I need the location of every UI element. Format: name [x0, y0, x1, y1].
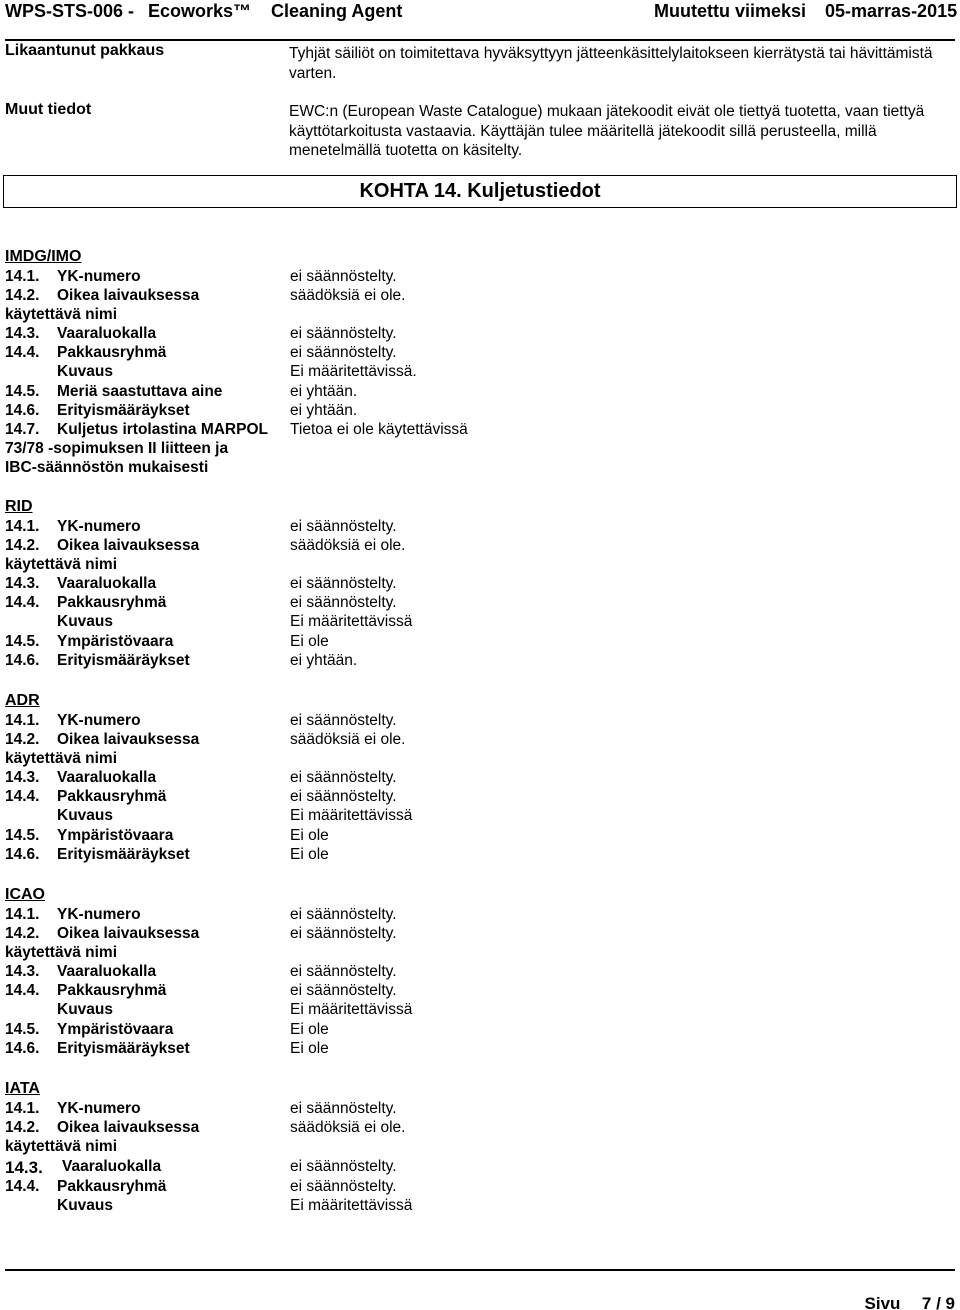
imdg-row-marine-pollutant — [5, 383, 955, 402]
row-label: Pakkausryhmä — [57, 982, 167, 999]
row-label: Erityismääräykset — [57, 846, 190, 863]
icao-row-shipping-name — [5, 925, 955, 944]
row-value: Tietoa ei ole käytettävissä — [290, 421, 468, 438]
rid-row-special-provisions — [5, 652, 955, 671]
row-number: 14.6. — [5, 652, 40, 669]
row-value: ei säännöstelty. — [290, 1158, 397, 1175]
icao-row-environmental-hazard — [5, 1021, 955, 1040]
row-label: Kuljetus irtolastina MARPOL — [57, 421, 268, 438]
revised-date: 05-marras-2015 — [825, 1, 958, 21]
rid-row-shipping-name — [5, 537, 955, 556]
row-label: Erityismääräykset — [57, 402, 190, 419]
brand-name: Ecoworks™ — [148, 1, 252, 21]
row-number: 14.2. — [5, 287, 40, 304]
other-info-label: Muut tiedot — [5, 101, 92, 118]
adr-row-hazard-class — [5, 769, 955, 788]
adr-row-packing-group — [5, 788, 955, 807]
rid-row-un-number — [5, 518, 955, 537]
row-number: 14.3. — [5, 963, 40, 980]
adr-shipping-name-cont: käytettävä nimi — [5, 750, 117, 767]
row-number: 14.3. — [5, 575, 40, 592]
row-value: ei yhtään. — [290, 383, 358, 400]
contaminated-packaging-label: Likaantunut pakkaus — [5, 42, 165, 59]
row-label: Pakkausryhmä — [57, 594, 167, 611]
other-info-text: EWC:n (European Waste Catalogue) mukaan jätekoodit eivät ole tiettyä tuotetta, vaan tiettyä käyttötarkoitusta vastaavia. Käyttäjän tulee määritellä jätekoodit sillä perusteella, millä menetelmällä tuotetta on käsitelty. — [289, 103, 925, 159]
icao-heading: ICAO — [5, 886, 45, 903]
row-number: 14.2. — [5, 925, 40, 942]
row-number: 14.1. — [5, 906, 40, 923]
row-value: Ei ole — [290, 1040, 329, 1057]
row-label: Ympäristövaara — [57, 633, 174, 650]
row-label: Ympäristövaara — [57, 827, 174, 844]
row-number: 14.6. — [5, 402, 40, 419]
imdg-bulk-transport-cont-2: IBC-säännöstön mukaisesti — [5, 459, 209, 476]
section-header-box — [3, 175, 957, 208]
row-number: 14.5. — [5, 1021, 40, 1038]
adr-heading: ADR — [5, 692, 40, 709]
row-value: ei säännöstelty. — [290, 963, 397, 980]
imdg-row-shipping-name — [5, 287, 955, 306]
row-number: 14.5. — [5, 827, 40, 844]
rid-row-hazard-class — [5, 575, 955, 594]
row-value: ei säännöstelty. — [290, 518, 397, 535]
row-number: 14.4. — [5, 982, 40, 999]
row-label: Erityismääräykset — [57, 652, 190, 669]
row-number: 14.3. — [5, 325, 40, 342]
imdg-row-packing-group — [5, 344, 955, 363]
row-value: ei säännöstelty. — [290, 1100, 397, 1117]
header-divider — [5, 39, 955, 41]
row-label: Vaaraluokalla — [62, 1158, 162, 1175]
row-value: ei säännöstelty. — [290, 344, 397, 361]
row-value: Ei ole — [290, 827, 329, 844]
row-value: ei säännöstelty. — [290, 1178, 397, 1195]
icao-description-label: Kuvaus — [57, 1001, 113, 1018]
adr-row-environmental-hazard — [5, 827, 955, 846]
doc-id: WPS-STS-006 - — [5, 1, 135, 21]
iata-description-value: Ei määritettävissä — [290, 1197, 413, 1214]
row-value: säädöksiä ei ole. — [290, 1119, 406, 1136]
row-number: 14.6. — [5, 1040, 40, 1057]
row-value: ei säännöstelty. — [290, 982, 397, 999]
row-label: Vaaraluokalla — [57, 769, 157, 786]
row-label: Oikea laivauksessa — [57, 1119, 200, 1136]
row-label: Oikea laivauksessa — [57, 731, 200, 748]
page-number: 7 / 9 — [921, 1294, 955, 1310]
row-label: Erityismääräykset — [57, 1040, 190, 1057]
revised-label: Muutettu viimeksi — [654, 1, 807, 21]
row-number: 14.2. — [5, 537, 40, 554]
footer-divider — [5, 1269, 955, 1271]
row-number: 14.5. — [5, 633, 40, 650]
row-label: Vaaraluokalla — [57, 575, 157, 592]
row-number: 14.4. — [5, 788, 40, 805]
page-header — [5, 0, 960, 40]
adr-row-un-number — [5, 712, 955, 731]
rid-shipping-name-cont: käytettävä nimi — [5, 556, 117, 573]
row-value: ei säännöstelty. — [290, 712, 397, 729]
adr-row-shipping-name — [5, 731, 955, 750]
row-label: Pakkausryhmä — [57, 344, 167, 361]
row-label: YK-numero — [57, 268, 141, 285]
rid-heading: RID — [5, 498, 33, 515]
icao-row-un-number — [5, 906, 955, 925]
row-value: säädöksiä ei ole. — [290, 287, 406, 304]
iata-description-label: Kuvaus — [57, 1197, 113, 1214]
row-value: ei säännöstelty. — [290, 325, 397, 342]
row-number: 14.6. — [5, 846, 40, 863]
row-number: 14.3. — [5, 769, 40, 786]
imdg-description-label: Kuvaus — [57, 363, 113, 380]
row-label: Vaaraluokalla — [57, 963, 157, 980]
row-label: YK-numero — [57, 518, 141, 535]
imdg-row-special-provisions — [5, 402, 955, 421]
contaminated-packaging-text: Tyhjät säiliöt on toimitettava hyväksyttyyn jätteenkäsittelylaitokseen kierrätystä tai hävittämistä varten. — [289, 45, 933, 82]
row-label: Oikea laivauksessa — [57, 287, 200, 304]
row-number: 14.7. — [5, 421, 40, 438]
row-label: YK-numero — [57, 712, 141, 729]
row-value: Ei ole — [290, 846, 329, 863]
row-number: 14.1. — [5, 268, 40, 285]
row-number: 14.4. — [5, 1178, 40, 1195]
icao-description-value: Ei määritettävissä — [290, 1001, 413, 1018]
adr-row-special-provisions — [5, 846, 955, 865]
row-value: säädöksiä ei ole. — [290, 537, 406, 554]
imdg-shipping-name-cont: käytettävä nimi — [5, 306, 117, 323]
imdg-row-hazard-class — [5, 325, 955, 344]
imdg-row-un-number — [5, 268, 955, 287]
rid-row-packing-group — [5, 594, 955, 613]
row-label: YK-numero — [57, 906, 141, 923]
row-value: ei säännöstelty. — [290, 769, 397, 786]
row-value: ei säännöstelty. — [290, 594, 397, 611]
page-indicator — [865, 1294, 955, 1310]
iata-row-un-number — [5, 1100, 955, 1119]
row-label: Ympäristövaara — [57, 1021, 174, 1038]
iata-heading: IATA — [5, 1080, 40, 1097]
imdg-heading: IMDG/IMO — [5, 248, 82, 265]
rid-description-value: Ei määritettävissä — [290, 613, 413, 630]
row-label: Pakkausryhmä — [57, 1178, 167, 1195]
imdg-bulk-transport-cont-1: 73/78 -sopimuksen II liitteen ja — [5, 440, 229, 457]
row-label: Oikea laivauksessa — [57, 537, 200, 554]
page-label: Sivu — [864, 1294, 901, 1310]
iata-row-hazard-class — [5, 1158, 955, 1177]
row-label: YK-numero — [57, 1100, 141, 1117]
iata-row-shipping-name — [5, 1119, 955, 1138]
row-number: 14.5. — [5, 383, 40, 400]
row-number: 14.3. — [5, 1158, 43, 1177]
row-number: 14.2. — [5, 731, 40, 748]
row-value: säädöksiä ei ole. — [290, 731, 406, 748]
rid-description-label: Kuvaus — [57, 613, 113, 630]
row-number: 14.1. — [5, 712, 40, 729]
row-value: ei säännöstelty. — [290, 925, 397, 942]
rid-row-environmental-hazard — [5, 633, 955, 652]
row-number: 14.1. — [5, 518, 40, 535]
adr-description-label: Kuvaus — [57, 807, 113, 824]
icao-shipping-name-cont: käytettävä nimi — [5, 944, 117, 961]
icao-row-packing-group — [5, 982, 955, 1001]
row-label: Pakkausryhmä — [57, 788, 167, 805]
iata-shipping-name-cont: käytettävä nimi — [5, 1138, 117, 1155]
row-number: 14.4. — [5, 344, 40, 361]
imdg-description-value: Ei määritettävissä. — [290, 363, 417, 380]
row-value: Ei ole — [290, 633, 329, 650]
row-number: 14.2. — [5, 1119, 40, 1136]
icao-row-special-provisions — [5, 1040, 955, 1059]
row-number: 14.1. — [5, 1100, 40, 1117]
row-value: ei yhtään. — [290, 402, 358, 419]
section-title: KOHTA 14. Kuljetustiedot — [359, 180, 601, 202]
row-value: ei säännöstelty. — [290, 906, 397, 923]
row-value: ei säännöstelty. — [290, 268, 397, 285]
iata-row-packing-group — [5, 1178, 955, 1197]
product-name: Cleaning Agent — [271, 1, 403, 21]
row-label: Vaaraluokalla — [57, 325, 157, 342]
row-value: Ei ole — [290, 1021, 329, 1038]
row-number: 14.4. — [5, 594, 40, 611]
row-label: Meriä saastuttava aine — [57, 383, 223, 400]
row-value: ei yhtään. — [290, 652, 358, 669]
icao-row-hazard-class — [5, 963, 955, 982]
row-label: Oikea laivauksessa — [57, 925, 200, 942]
imdg-row-bulk-transport — [5, 421, 955, 440]
row-value: ei säännöstelty. — [290, 575, 397, 592]
adr-description-value: Ei määritettävissä — [290, 807, 413, 824]
row-value: ei säännöstelty. — [290, 788, 397, 805]
